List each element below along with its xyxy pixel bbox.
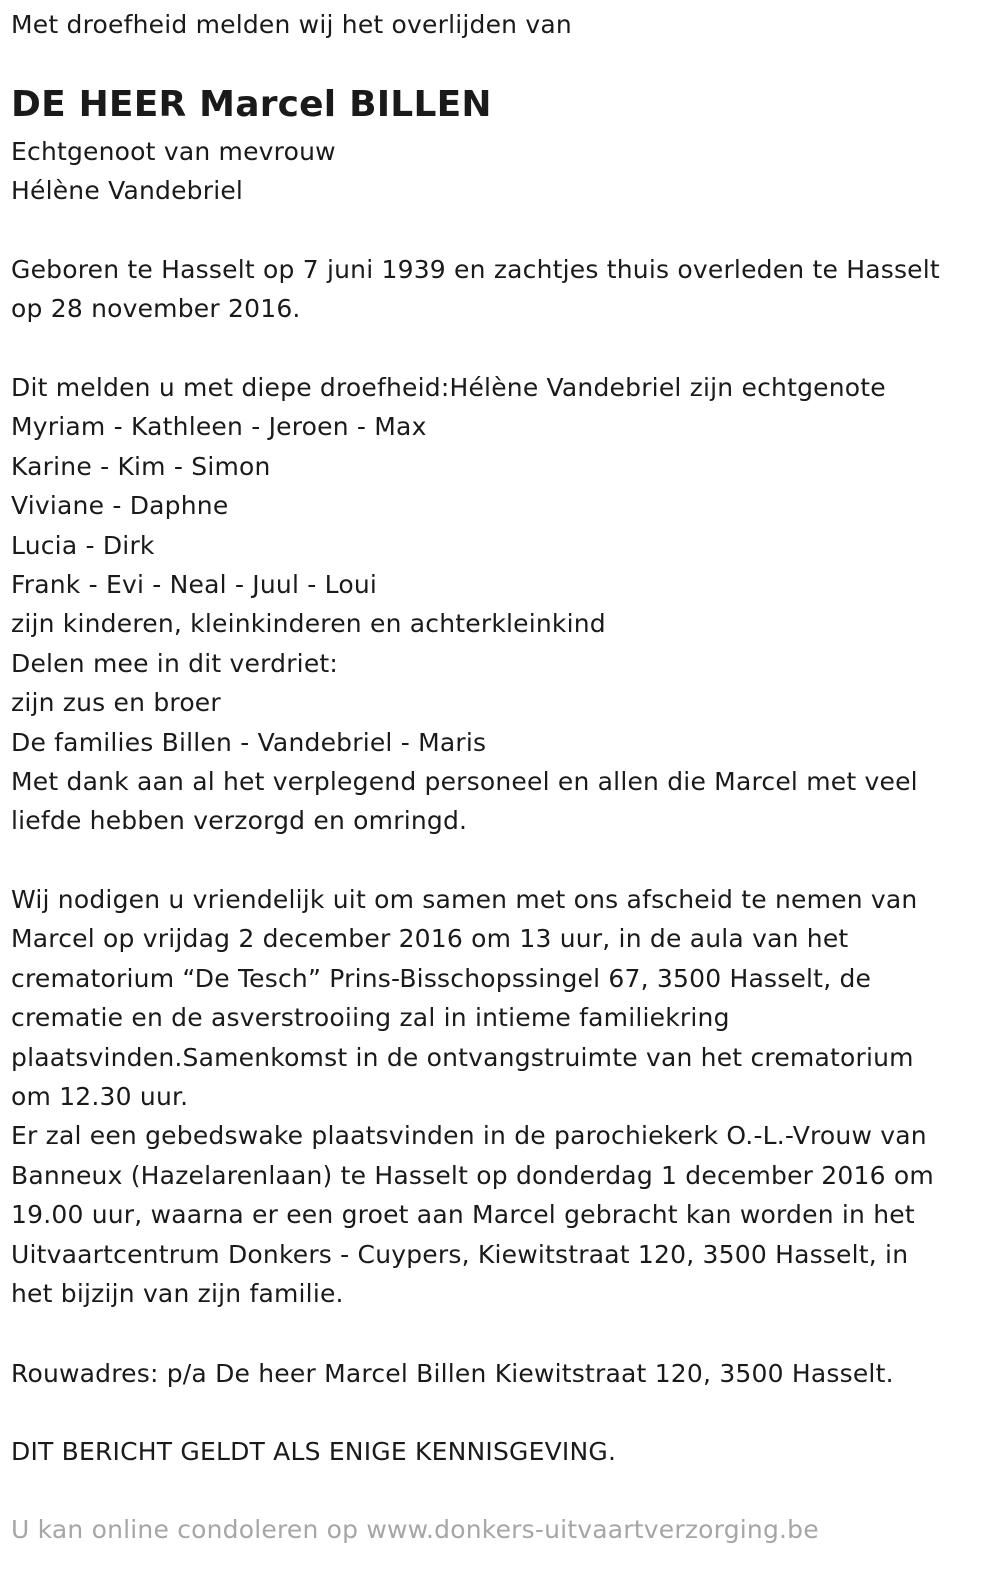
spouse-block: [11, 132, 336, 211]
family-line: zijn zus en broer: [11, 688, 221, 718]
family-line: De families Billen - Vandebriel - Maris: [11, 727, 487, 757]
ceremony-line: crematie en de asverstrooiing zal in intieme familiekring: [11, 1003, 730, 1033]
ceremony-line: Banneux (Hazelarenlaan) te Hasselt op donderdag 1 december 2016 om: [11, 1160, 934, 1190]
birth-death-line: op 28 november 2016.: [11, 294, 301, 324]
family-block: [11, 368, 918, 841]
birth-death-line: Geboren te Hasselt op 7 juni 1939 en zachtjes thuis overleden te Hasselt: [11, 255, 940, 284]
address-line: Rouwadres: p/a De heer Marcel Billen Kiewitstraat 120, 3500 Hasselt.: [11, 1359, 894, 1388]
ceremony-line: Er zal een gebedswake plaatsvinden in de parochiekerk O.-L.-Vrouw van: [11, 1121, 927, 1151]
family-line: liefde hebben verzorgd en omringd.: [11, 806, 468, 836]
family-line: Met dank aan al het verplegend personeel en allen die Marcel met veel: [11, 767, 918, 797]
family-line: zijn kinderen, kleinkinderen en achterkleinkind: [11, 609, 606, 639]
ceremony-line: Marcel op vrijdag 2 december 2016 om 13 uur, in de aula van het: [11, 924, 849, 954]
family-line: Karine - Kim - Simon: [11, 451, 271, 481]
birth-death-block: [11, 250, 940, 329]
spouse-line: Echtgenoot van mevrouw: [11, 137, 336, 166]
intro-text: Met droefheid melden wij het overlijden van: [11, 10, 572, 39]
notice-line: DIT BERICHT GELDT ALS ENIGE KENNISGEVING.: [11, 1437, 617, 1466]
ceremony-line: om 12.30 uur.: [11, 1082, 189, 1112]
mourning-address: [11, 1354, 894, 1393]
spouse-line: Hélène Vandebriel: [11, 176, 244, 206]
ceremony-line: Uitvaartcentrum Donkers - Cuypers, Kiewitstraat 120, 3500 Hasselt, in: [11, 1239, 909, 1269]
family-line: Lucia - Dirk: [11, 530, 155, 560]
condolence-footer-link[interactable]: U kan online condoleren op www.donkers-uitvaartverzorging.be: [11, 1515, 819, 1544]
deceased-name: DE HEER Marcel BILLEN: [11, 84, 492, 125]
ceremony-line: crematorium “De Tesch” Prins-Bisschopssingel 67, 3500 Hasselt, de: [11, 963, 872, 993]
ceremony-line: plaatsvinden.Samenkomst in de ontvangstruimte van het crematorium: [11, 1042, 914, 1072]
family-line: Myriam - Kathleen - Jeroen - Max: [11, 412, 427, 442]
ceremony-block: [11, 880, 934, 1313]
family-line: Viviane - Daphne: [11, 491, 229, 521]
family-line: Delen mee in dit verdriet:: [11, 648, 339, 678]
ceremony-line: het bijzijn van zijn familie.: [11, 1279, 344, 1309]
family-line: Frank - Evi - Neal - Juul - Loui: [11, 570, 378, 600]
ceremony-line: 19.00 uur, waarna er een groet aan Marcel gebracht kan worden in het: [11, 1200, 915, 1230]
family-line: Dit melden u met diepe droefheid:Hélène Vandebriel zijn echtgenote: [11, 373, 886, 402]
ceremony-line: Wij nodigen u vriendelijk uit om samen met ons afscheid te nemen van: [11, 885, 918, 914]
official-notice: [11, 1432, 616, 1471]
